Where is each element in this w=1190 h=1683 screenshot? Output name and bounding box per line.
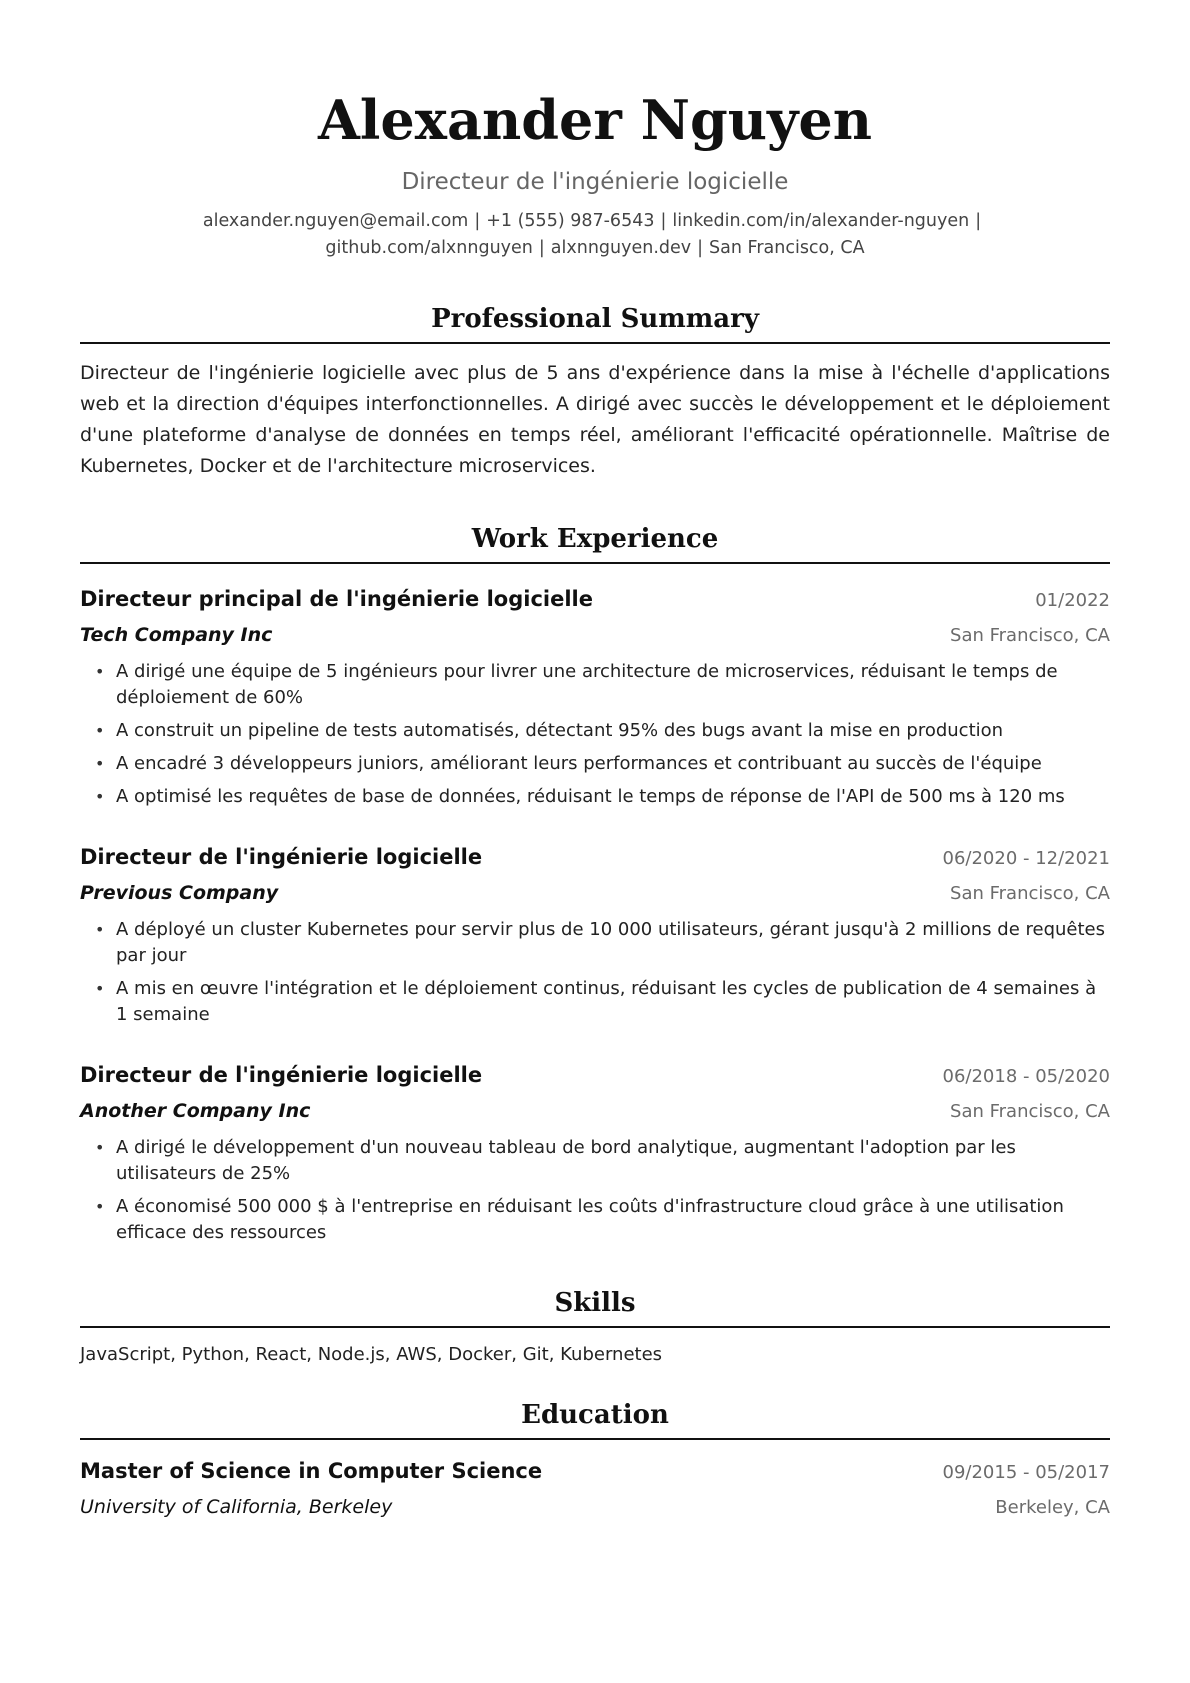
list-item <box>95 917 1110 969</box>
experience-heading: Work Experience <box>80 522 1110 564</box>
education-entry <box>80 1454 1110 1525</box>
job-company-row <box>80 618 1110 653</box>
github-link[interactable]: github.com/alxnnguyen <box>325 238 533 258</box>
linkedin-link[interactable]: linkedin.com/in/alexander-nguyen <box>672 211 970 231</box>
education-section <box>80 1398 1110 1525</box>
skills-heading: Skills <box>80 1286 1110 1328</box>
contact-location: San Francisco, CA <box>709 238 865 258</box>
bullet-icon: • <box>95 920 105 939</box>
list-item <box>95 659 1110 711</box>
bullet-text: A déployé un cluster Kubernetes pour servir plus de 10 000 utilisateurs, gérant jusqu'à 2 millions de requêtes par jour <box>116 919 1105 966</box>
job-bullets <box>80 659 1110 810</box>
job-company-row <box>80 876 1110 911</box>
website-link[interactable]: alxnnguyen.dev <box>550 238 692 258</box>
bullet-text: A mis en œuvre l'intégration et le déploiement continus, réduisant les cycles de publication de 4 semaines à 1 semaine <box>116 978 1097 1025</box>
summary-section <box>80 302 1110 482</box>
job-bullets <box>80 917 1110 1028</box>
contact-separator: | <box>474 211 481 231</box>
bullet-icon: • <box>95 721 105 740</box>
bullet-text: A optimisé les requêtes de base de données, réduisant le temps de réponse de l'API de 500 ms à 120 ms <box>116 786 1065 807</box>
list-item <box>95 751 1110 777</box>
job-title: Directeur de l'ingénierie logicielle <box>80 845 483 869</box>
bullet-text: A économisé 500 000 $ à l'entreprise en réduisant les coûts d'infrastructure cloud grâce à une utilisation efficace des ressources <box>116 1196 1064 1243</box>
education-date: 09/2015 - 05/2017 <box>942 1462 1110 1483</box>
job-header-row <box>80 840 1110 876</box>
job-title: Directeur principal de l'ingénierie logicielle <box>80 587 593 611</box>
education-school: University of California, Berkeley <box>80 1496 393 1518</box>
job-header-row <box>80 1058 1110 1094</box>
contact-info <box>80 208 1110 262</box>
phone-link[interactable]: +1 (555) 987-6543 <box>486 211 655 231</box>
job-bullets <box>80 1135 1110 1246</box>
bullet-icon: • <box>95 754 105 773</box>
job-entry <box>80 582 1110 810</box>
candidate-title: Directeur de l'ingénierie logicielle <box>401 169 789 195</box>
contact-separator: | <box>697 238 704 258</box>
job-header-row <box>80 582 1110 618</box>
bullet-icon: • <box>95 1197 105 1216</box>
skills-text: JavaScript, Python, React, Node.js, AWS, Docker, Git, Kubernetes <box>80 1344 663 1365</box>
summary-text: Directeur de l'ingénierie logicielle avec plus de 5 ans d'expérience dans la mise à l'échelle d'applications web et la direction d'équipes interfonctionnelles. A dirigé avec succès le développement et le déploiement d'une plateforme d'analyse de données en temps réel, améliorant l'efficacité opérationnelle. Maîtrise de Kubernetes, Docker et de l'architecture microservices. <box>80 362 1110 477</box>
list-item <box>95 718 1110 744</box>
bullet-text: A dirigé le développement d'un nouveau tableau de bord analytique, augmentant l'adoption par les utilisateurs de 25% <box>116 1137 1016 1184</box>
job-entry <box>80 1058 1110 1246</box>
list-item <box>95 1194 1110 1246</box>
job-company: Another Company Inc <box>80 1100 311 1122</box>
job-date: 06/2020 - 12/2021 <box>942 848 1110 869</box>
email-link[interactable]: alexander.nguyen@email.com <box>202 211 469 231</box>
experience-section <box>80 522 1110 1246</box>
list-item <box>95 1135 1110 1187</box>
candidate-name: Alexander Nguyen <box>318 88 872 152</box>
job-company: Tech Company Inc <box>80 624 273 646</box>
job-location: San Francisco, CA <box>950 1101 1110 1122</box>
bullet-text: A encadré 3 développeurs juniors, améliorant leurs performances et contribuant au succès de l'équipe <box>116 753 1042 774</box>
job-entry <box>80 840 1110 1028</box>
job-company-row <box>80 1094 1110 1129</box>
job-date: 01/2022 <box>1035 590 1110 611</box>
contact-separator: | <box>975 211 982 231</box>
contact-separator: | <box>538 238 545 258</box>
bullet-text: A dirigé une équipe de 5 ingénieurs pour livrer une architecture de microservices, réduisant le temps de déploiement de 60% <box>116 661 1058 708</box>
education-school-row <box>80 1490 1110 1525</box>
bullet-icon: • <box>95 979 105 998</box>
education-header-row <box>80 1454 1110 1490</box>
job-title: Directeur de l'ingénierie logicielle <box>80 1063 483 1087</box>
summary-heading: Professional Summary <box>80 302 1110 344</box>
education-degree: Master of Science in Computer Science <box>80 1459 543 1483</box>
job-location: San Francisco, CA <box>950 883 1110 904</box>
education-heading: Education <box>80 1398 1110 1440</box>
list-item <box>95 976 1110 1028</box>
bullet-icon: • <box>95 1138 105 1157</box>
list-item <box>95 784 1110 810</box>
resume-header <box>80 0 1110 262</box>
bullet-icon: • <box>95 662 105 681</box>
job-location: San Francisco, CA <box>950 625 1110 646</box>
skills-section <box>80 1286 1110 1370</box>
job-date: 06/2018 - 05/2020 <box>942 1066 1110 1087</box>
job-company: Previous Company <box>80 882 279 904</box>
contact-line-1 <box>80 208 1110 235</box>
contact-separator: | <box>660 211 667 231</box>
bullet-icon: • <box>95 787 105 806</box>
bullet-text: A construit un pipeline de tests automatisés, détectant 95% des bugs avant la mise en production <box>116 720 1004 741</box>
education-location: Berkeley, CA <box>995 1497 1110 1518</box>
contact-line-2 <box>80 235 1110 262</box>
